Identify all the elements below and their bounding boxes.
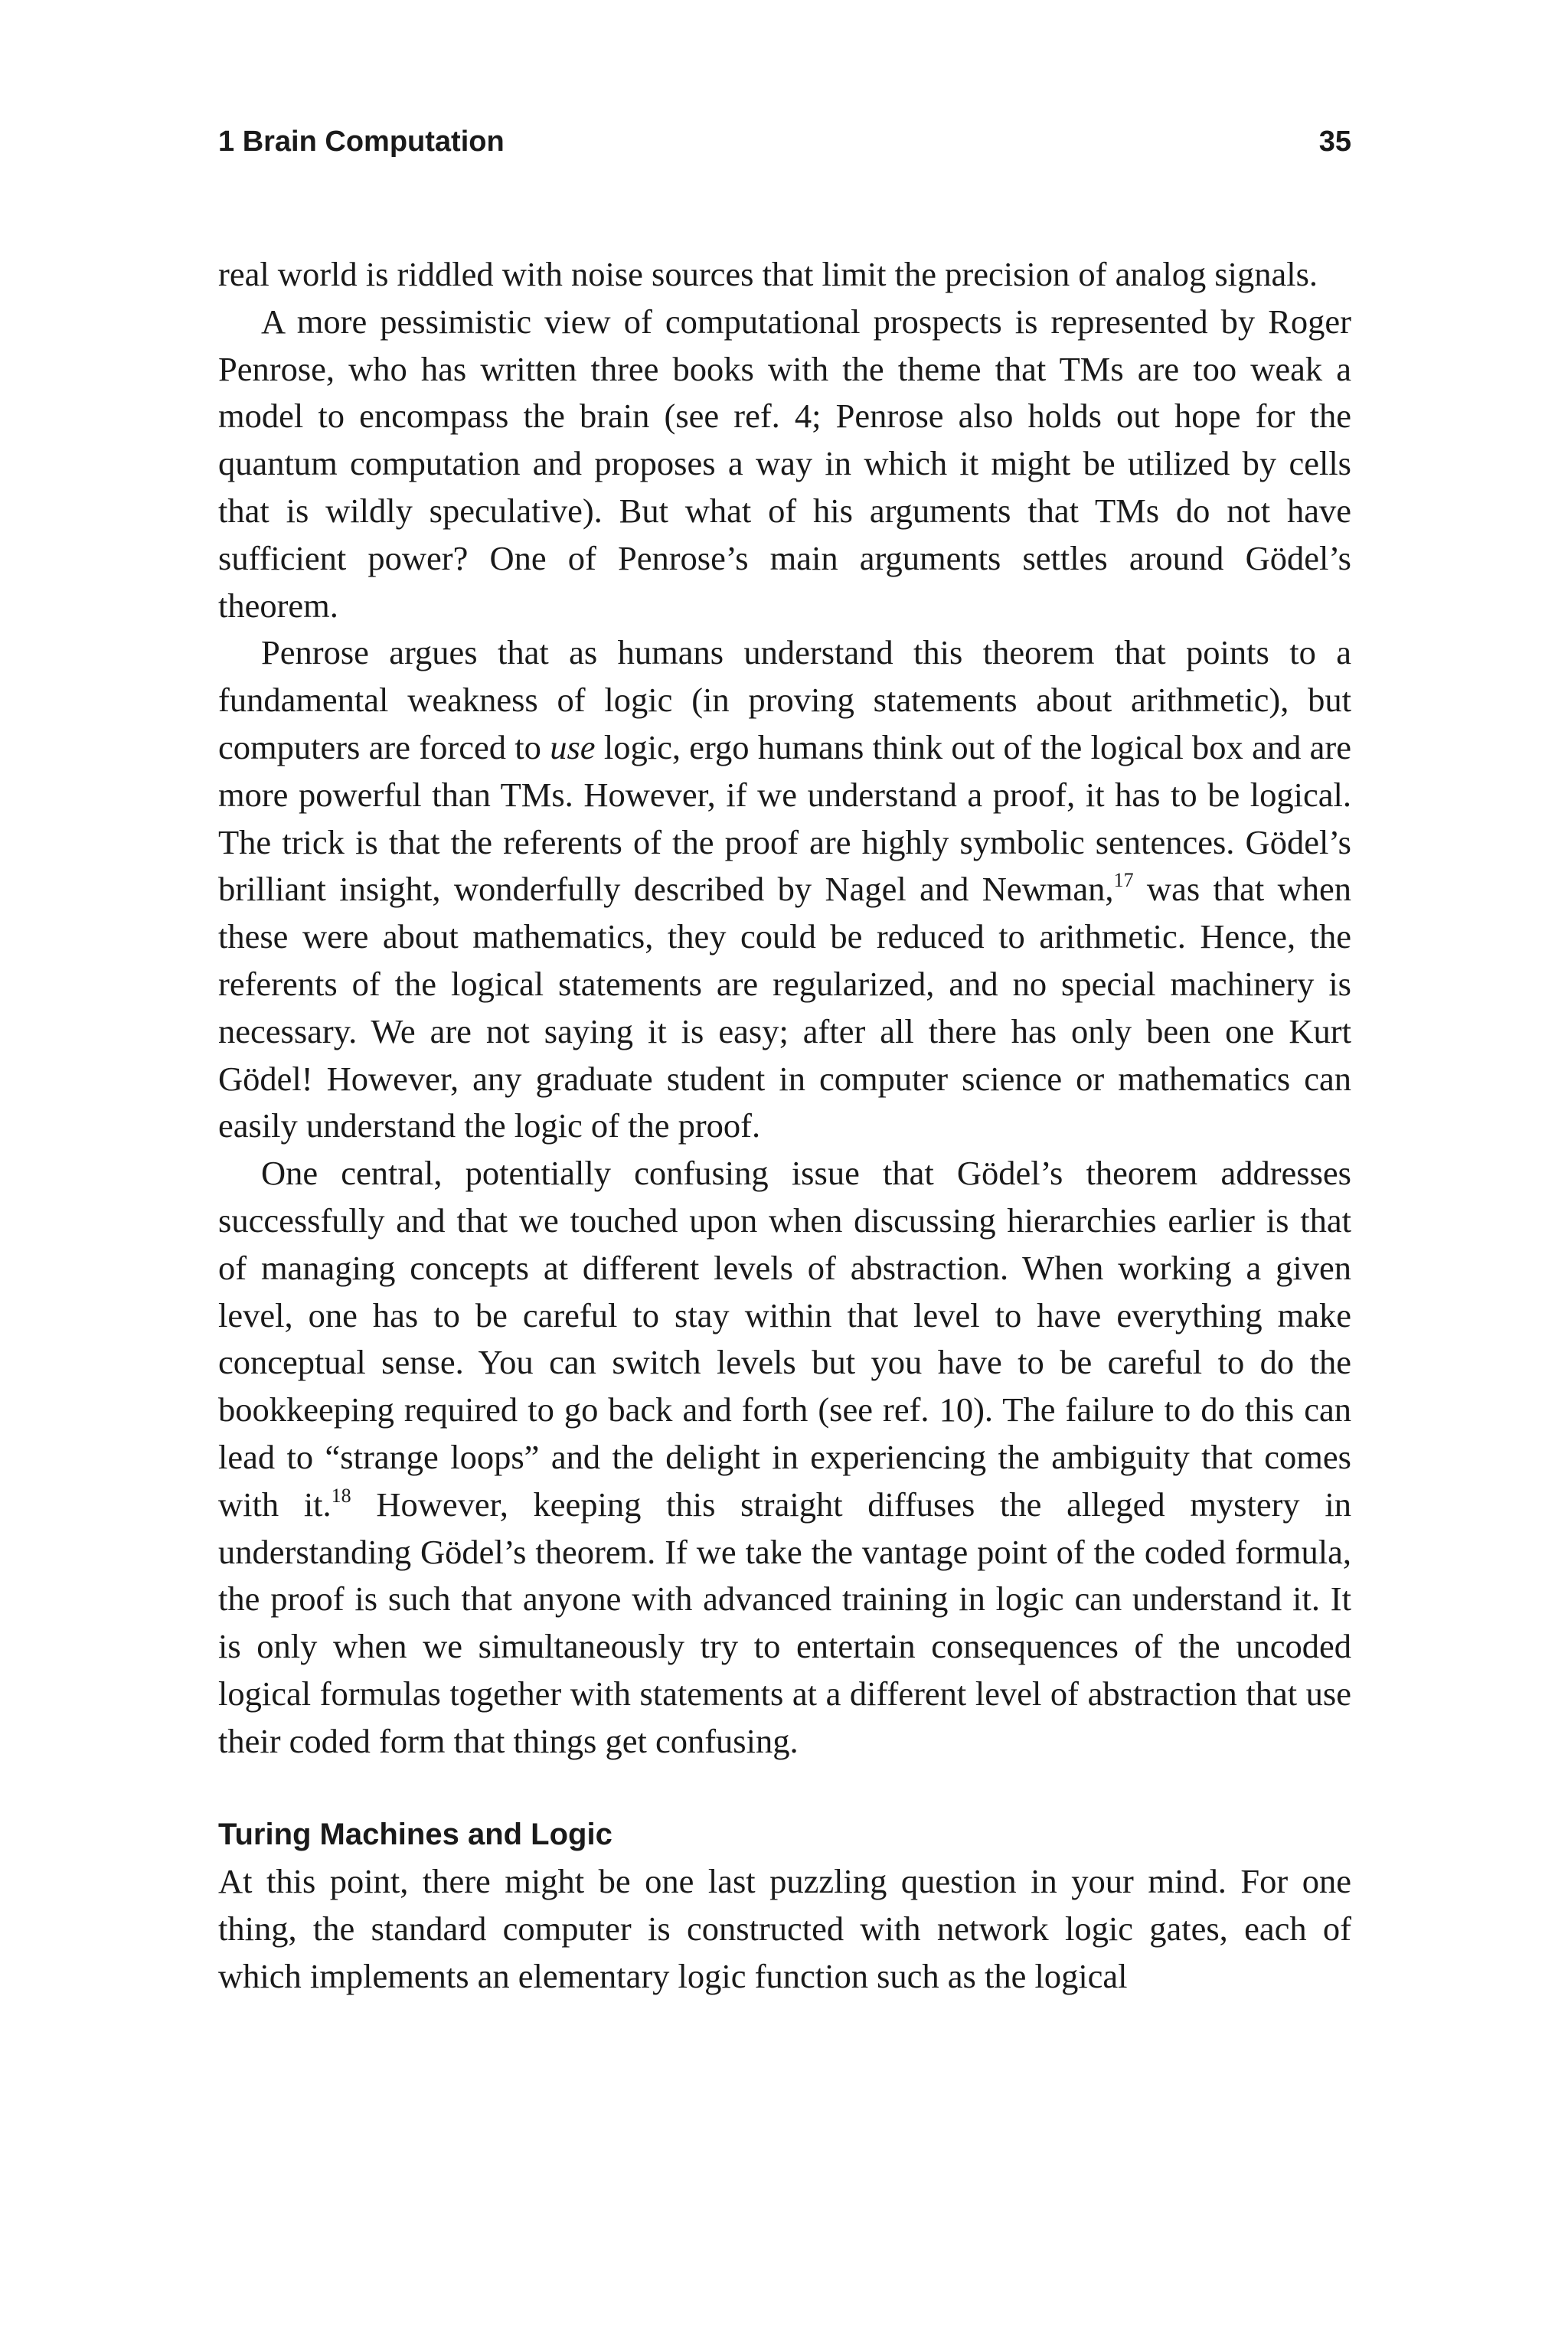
footnote-ref-17: 17 [1113, 869, 1134, 892]
paragraph-3-part-a: Penrose argues that as humans understand this theorem that points to a fundamental weakness of logic (in proving statements about arithmetic), but computers are forced to [218, 633, 1351, 766]
paragraph-3-part-b: logic, ergo humans think out of the logical box and are more powerful than TMs. However, if we understand a proof, it has to be logical. The trick is that the referents of the proof are highly symbolic sentences. Gödel’s brilliant insight, wonderfully described by Nagel and Newman, [218, 727, 1351, 909]
paragraph-4-part-a: One central, potentially confusing issue that Gödel’s theorem addresses successfully and that we touched upon when discussing hierarchies earlier is that of managing concepts at different levels of abstraction. When working a given level, one has to be careful to stay within that level to have everything make conceptual sense. You can switch levels but you have to be careful to do the bookkeeping required to go back and forth (see ref. 10). The failure to do this can lead to “strange loops” and the delight in experiencing the ambiguity that comes with it. [218, 1154, 1351, 1524]
body-text [218, 251, 1351, 2001]
chapter-title: 1 Brain Computation [218, 126, 505, 158]
paragraph-5: At this point, there might be one last puzzling question in your mind. For one thing, the standard computer is constructed with network logic gates, each of which implements an elementary logic function such as the logical [218, 1862, 1351, 1995]
section-heading: Turing Machines and Logic [218, 1817, 612, 1851]
paragraph-4-part-b: However, keeping this straight diffuses the alleged mystery in understanding Gödel’s theorem. If we take the vantage point of the coded formula, the proof is such that anyone with advanced training in logic can understand it. It is only when we simultaneously try to entertain consequences of the uncoded logical formulas together with statements at a different level of abstraction that use their coded form that things get confusing. [218, 1485, 1351, 1760]
paragraph-4 [218, 1150, 1351, 1765]
footnote-ref-18: 18 [331, 1484, 351, 1507]
running-head [218, 122, 1351, 161]
paragraph-1: real world is riddled with noise sources that limit the precision of analog signals. [218, 255, 1318, 293]
paragraph-2: A more pessimistic view of computational prospects is represented by Roger Penrose, who has written three books with the theme that TMs are too weak a model to encompass the brain (see ref. 4; Penrose also holds out hope for the quantum computation and proposes a way in which it might be utilized by cells that is wildly speculative). But what of his arguments that TMs do not have sufficient power? One of Penrose’s main arguments settles around Gödel’s theorem. [218, 302, 1351, 625]
emphasis-use: use [550, 727, 596, 766]
paragraph-3-part-c: was that when these were about mathematics, they could be reduced to arithmetic. Hence, the referents of the logical statements are regularized, and no special machinery is necessary. We are not saying it is easy; after all there has only been one Kurt Gödel! However, any graduate student in computer science or mathematics can easily understand the logic of the proof. [218, 870, 1351, 1145]
page-number: 35 [1318, 126, 1351, 158]
paragraph-3 [218, 629, 1351, 1150]
